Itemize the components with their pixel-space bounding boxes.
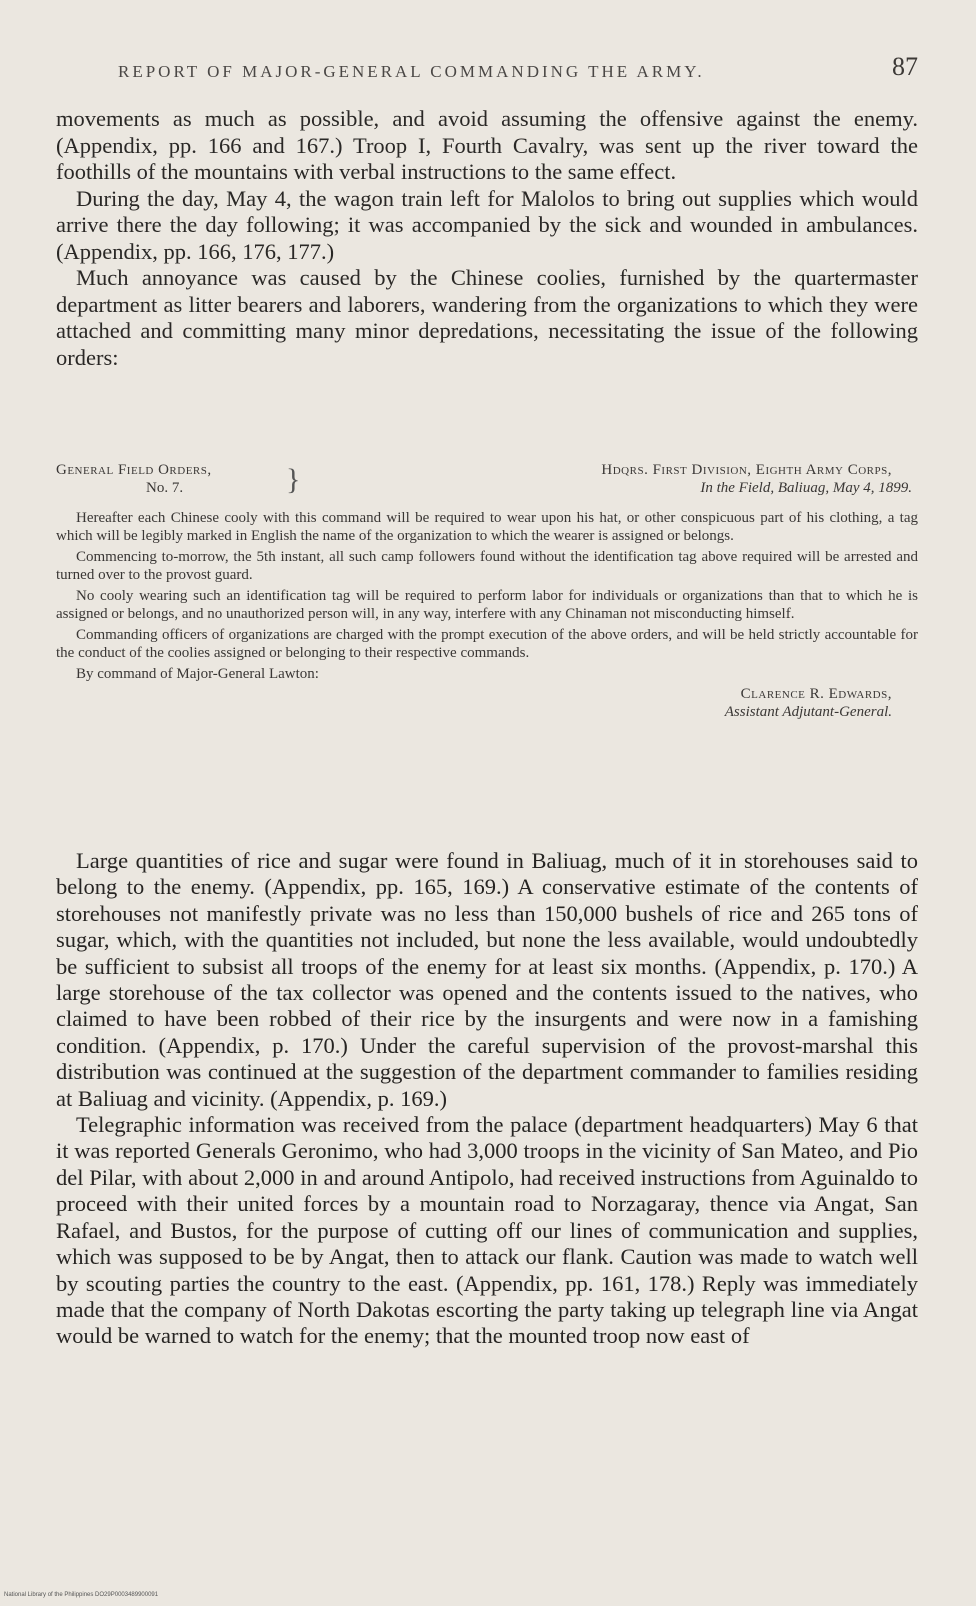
order-paragraph: Commanding officers of organizations are charged with the prompt execution of the above orders, and will be held strictly accountable for the conduct of the coolies assigned or belonging to their respective commands. <box>56 627 918 661</box>
general-field-orders <box>56 462 918 722</box>
paragraph-wagon-train: During the day, May 4, the wagon train left for Malolos to bring out supplies which would arrive there the day following; it was accompanied by the sick and wounded in ambulances. (Appendix, pp. 166, 176, 177.) <box>56 185 918 264</box>
body-text-bottom <box>56 848 918 1350</box>
body-text-top <box>56 106 918 371</box>
paragraph-continuation: movements as much as possible, and avoid assuming the offensive against the enemy. (Appendix, pp. 166 and 167.) Troop I, Fourth Cavalry, was sent up the river toward the foothills of the mountains with verbal instructions to the same effect. <box>56 106 918 184</box>
order-heading <box>56 462 918 502</box>
signer <box>725 686 892 721</box>
order-number: No. 7. <box>146 479 184 496</box>
paragraph-rice-sugar: Large quantities of rice and sugar were found in Baliuag, much of it in storehouses said to belong to the enemy. (Appendix, pp. 165, 169.) A conservative estimate of the contents of storehouses not manifestly private was no less than 150,000 bushels of rice and 265 tons of sugar, which, with the quantities not included, but none the less available, would undoubtedly be sufficient to subsist all troops of the enemy for at least six months. (Appendix, p. 170.) A large storehouse of the tax collector was opened and the contents issued to the natives, who claimed to have been robbed of their rice by the insurgents and were now in a famishing condition. (Appendix, p. 170.) Under the careful supervision of the provost-marshal this distribution was continued at the suggestion of the department commander to families residing at Baliuag and vicinity. (Appendix, p. 169.) <box>56 848 918 1111</box>
order-origin <box>352 462 912 497</box>
order-headquarters: Hdqrs. First Division, Eighth Army Corps, <box>601 462 892 478</box>
order-signature-block <box>56 666 918 722</box>
signer-title: Assistant Adjutant-General. <box>724 703 892 720</box>
order-location-date: In the Field, Baliuag, May 4, 1899. <box>700 479 912 496</box>
order-paragraph: Commencing to-morrow, the 5th instant, all such camp followers found without the identification tag above required will be arrested and turned over to the provost guard. <box>56 549 918 583</box>
by-command-line: By command of Major-General Lawton: <box>76 666 319 682</box>
page-header <box>56 52 918 92</box>
order-body <box>56 510 918 662</box>
scan-footer: National Library of the Philippines DO29P0003489900091 <box>4 1592 159 1598</box>
order-paragraph: No cooly wearing such an identification tag will be required to perform labor for individuals or organizations than that to which he is assigned or belongs, and no unauthorized person will, in any way, interfere with any Chinaman not misconducting himself. <box>56 588 918 622</box>
order-designation <box>56 462 316 497</box>
paragraph-chinese-coolies: Much annoyance was caused by the Chinese coolies, furnished by the quartermaster department as litter bearers and laborers, wandering from the organizations to which they were attached and committing many minor depredations, necessitating the issue of the following orders: <box>56 265 918 370</box>
order-title: General Field Orders, <box>56 462 212 478</box>
paragraph-telegraphic-information: Telegraphic information was received from the palace (department headquarters) May 6 that it was reported Generals Geronimo, who had 3,000 troops in the vicinity of San Mateo, and Pio del Pilar, with about 2,000 in and around Antipolo, had received instructions from Aguinaldo to proceed with their united forces by a mountain road to Norzagaray, thence via Angat, San Rafael, and Bustos, for the purpose of cutting off our lines of communication and supplies, which was supposed to be by Angat, then to attack our flank. Caution was made to watch well by scouting parties the country to the east. (Appendix, pp. 161, 178.) Reply was immediately made that the company of North Dakotas escorting the party taking up telegraph line via Angat would be warned to watch for the enemy; that the mounted troop now east of <box>56 1112 918 1349</box>
signer-name: Clarence R. Edwards, <box>740 686 892 702</box>
order-paragraph: Hereafter each Chinese cooly with this command will be required to wear upon his hat, or other conspicuous part of his clothing, a tag which will be legibly marked in English the name of the organization to which the wearer is assigned or belongs. <box>56 510 918 544</box>
running-head: REPORT OF MAJOR-GENERAL COMMANDING THE ARMY. <box>118 62 705 81</box>
brace-mark: } <box>286 463 301 496</box>
page-number: 87 <box>892 52 918 81</box>
